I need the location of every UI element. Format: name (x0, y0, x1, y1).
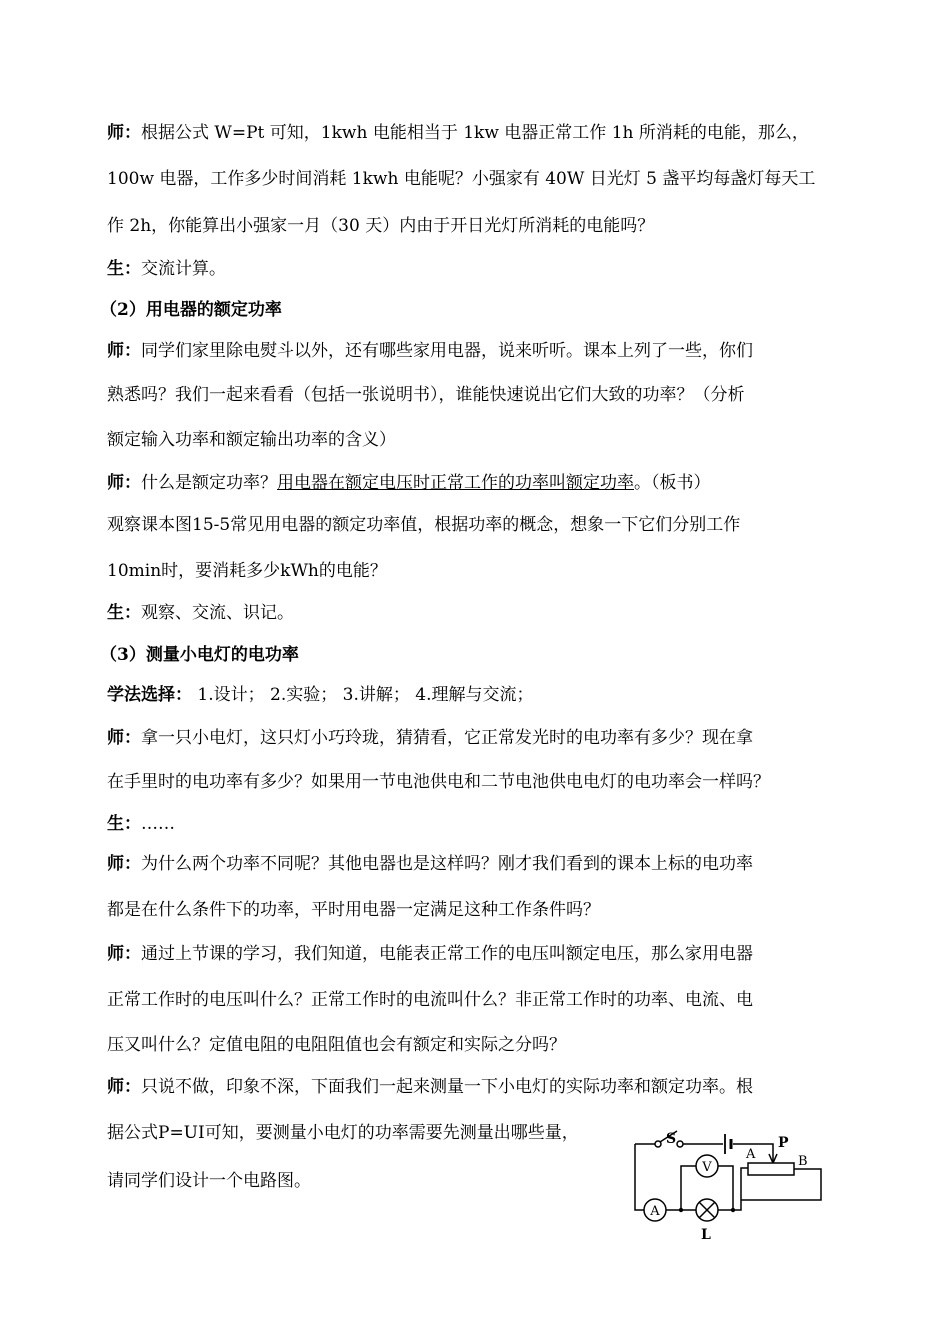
lamp-label: L (701, 1227, 711, 1243)
lamp-icon (696, 1199, 718, 1221)
paragraph-line: 熟悉吗？我们一起来看看（包括一张说明书），谁能快速说出它们大致的功率？（分析 (107, 385, 745, 405)
junction-dot (679, 1208, 683, 1212)
paragraph-line (107, 813, 857, 835)
speaker-student: 生： (107, 814, 141, 834)
section-heading: （3）测量小电灯的电功率 (100, 645, 299, 665)
paragraph-line: 正常工作时的电压叫什么？正常工作时的电流叫什么？非正常工作时的功率、电流、电 (107, 990, 753, 1010)
paragraph-line: 据公式P=UI可知，要测量小电灯的功率需要先测量出哪些量， (107, 1123, 579, 1143)
paragraph-line (107, 684, 857, 706)
line-text: 什么是额定功率？ (141, 473, 277, 493)
circuit-wire (718, 1166, 733, 1210)
paragraph-line: 10min时，要消耗多少kWh的电能？ (107, 561, 387, 581)
terminal-a-label: A (746, 1147, 756, 1162)
paragraph-line (107, 1076, 857, 1098)
circuit-wire (681, 1166, 696, 1210)
line-text: 只说不做，印象不深，下面我们一起来测量一下小电灯的实际功率和额定功率。根 (141, 1077, 753, 1097)
paragraph-line (107, 258, 857, 280)
paragraph-line (107, 340, 857, 362)
paragraph-line (107, 472, 857, 494)
line-text: 拿一只小电灯，这只灯小巧玲珑，猜猜看，它正常发光时的电功率有多少？现在拿 (141, 728, 753, 748)
junction-dot (731, 1208, 735, 1212)
speaker-student: 生： (107, 603, 141, 623)
line-text: 通过上节课的学习，我们知道，电能表正常工作的电压叫额定电压，那么家用电器 (141, 944, 753, 964)
circuit-wire (635, 1144, 644, 1210)
definition-underlined: 用电器在额定电压时正常工作的功率叫额定功率 (277, 473, 634, 493)
speaker-teacher: 师： (107, 728, 141, 748)
speaker-teacher: 师： (107, 944, 141, 964)
paragraph-line: 作 2h，你能算出小强家一月（30 天）内由于开日光灯所消耗的电能吗？ (107, 216, 655, 236)
line-text: 。（板书） (634, 473, 711, 493)
paragraph-line (107, 727, 857, 749)
line-text: 为什么两个功率不同呢？其他电器也是这样吗？刚才我们看到的课本上标的电功率 (141, 854, 753, 874)
speaker-student: 生： (107, 259, 141, 279)
circuit-diagram (625, 1108, 835, 1248)
line-text: 交流计算。 (141, 259, 226, 279)
line-text: 观察、交流、识记。 (141, 603, 294, 623)
line-text: …… (141, 814, 175, 834)
voltmeter-label: V (702, 1160, 712, 1175)
speaker-teacher: 师： (107, 473, 141, 493)
speaker-teacher: 师： (107, 341, 141, 361)
terminal-b-label: B (798, 1154, 808, 1169)
ammeter-label: A (650, 1204, 660, 1219)
switch-label: S (666, 1131, 677, 1147)
paragraph-line: 100w 电器，工作多少时间消耗 1kwh 电能呢？小强家有 40W 日光灯 5 盏平均每盏灯每天工 (107, 169, 816, 189)
paragraph-line (107, 602, 857, 624)
line-text: 1.设计； 2.实验； 3.讲解； 4.理解与交流； (192, 685, 534, 705)
speaker-teacher: 师： (107, 123, 141, 143)
paragraph-line: 请同学们设计一个电路图。 (107, 1171, 311, 1191)
paragraph-line (107, 943, 857, 965)
paragraph-line: 在手里时的电功率有多少？如果用一节电池供电和二节电池供电电灯的电功率会一样吗？ (107, 772, 770, 792)
line-text: 根据公式 W=Pt 可知，1kwh 电能相当于 1kw 电器正常工作 1h 所消耗的电能，那么， (141, 123, 809, 143)
paragraph-line (107, 853, 857, 875)
rheostat-icon (748, 1163, 794, 1175)
paragraph-line: 压又叫什么？定值电阻的电阻阻值也会有额定和实际之分吗？ (107, 1035, 566, 1055)
battery-icon (725, 1134, 731, 1154)
section-heading: （2）用电器的额定功率 (100, 300, 282, 320)
speaker-teacher: 师： (107, 854, 141, 874)
paragraph-line: 都是在什么条件下的功率，平时用电器一定满足这种工作条件吗？ (107, 900, 600, 920)
line-text: 同学们家里除电熨斗以外，还有哪些家用电器，说来听听。课本上列了一些，你们 (141, 341, 753, 361)
paragraph-line: 额定输入功率和额定输出功率的含义） (107, 430, 396, 450)
speaker-teacher: 师： (107, 1077, 141, 1097)
method-label: 学法选择： (107, 685, 192, 705)
paragraph-line (107, 122, 857, 144)
paragraph-line: 观察课本图15-5常见用电器的额定功率值，根据功率的概念，想象一下它们分别工作 (107, 515, 741, 535)
slider-label: P (778, 1135, 789, 1151)
